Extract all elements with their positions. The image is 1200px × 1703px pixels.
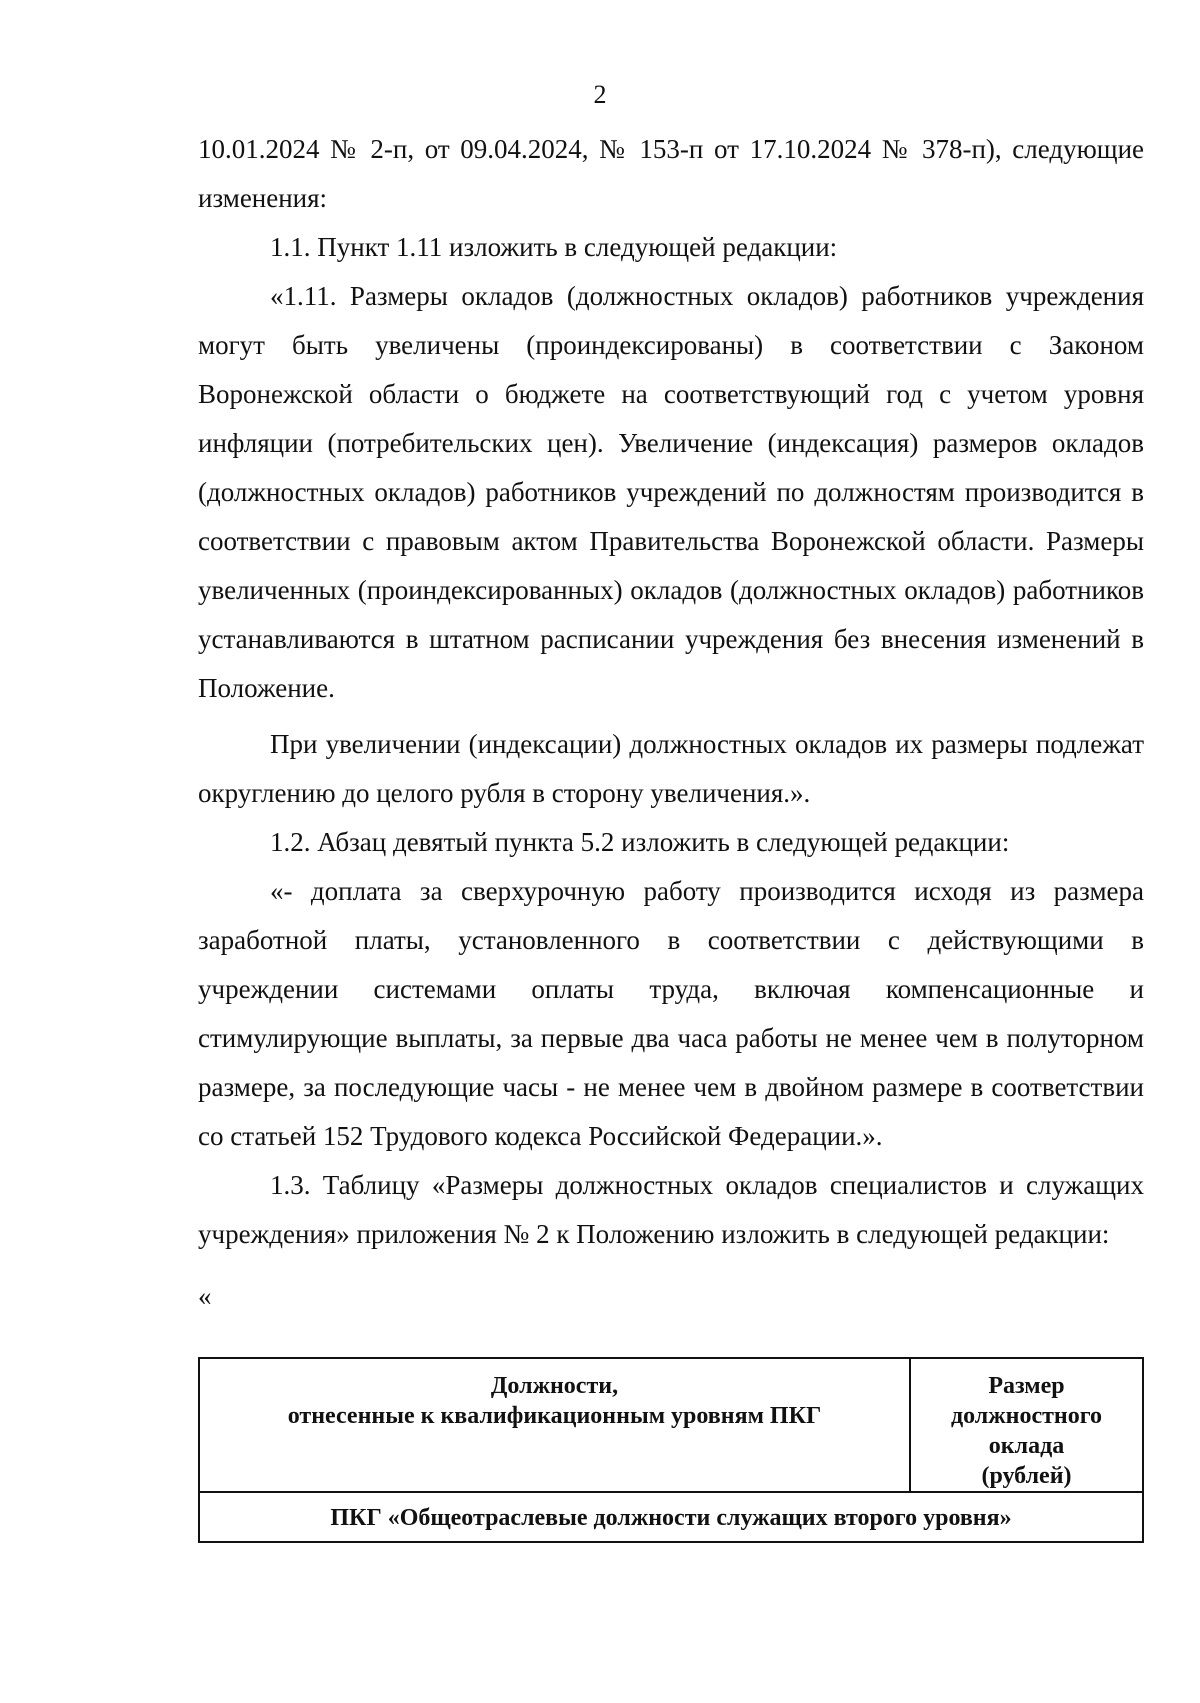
paragraph-item-1-11-text: «1.11. Размеры окладов (должностных окладов) работников учреждения могут быть увеличены (проиндексированы) в соответствии с Законом Воронежской области о бюджете на соответствующий год с учетом уровня инфляции (потребительских цен). Увеличение (индексация) размеров окладов (должностных окладов) работников учреждений по должностям производится в соответствии с правовым актом Правительства Воронежской области. Размеры увеличенных (проиндексированных) окладов (должностных окладов) работников устанавливаются в штатном расписании учреждения без внесения изменений в Положение. xyxy=(198,281,1144,703)
paragraph-rounding: При увеличении (индексации) должностных окладов их размеры подлежат округлению до целого рубля в сторону увеличения.». xyxy=(198,729,1144,808)
header-salary-line-4: (рублей) xyxy=(981,1463,1072,1489)
header-positions-line-2: отнесенные к квалификационным уровням ПКГ xyxy=(287,1403,822,1429)
paragraph-item-1-1: 1.1. Пункт 1.11 изложить в следующей редакции: xyxy=(270,232,838,262)
header-positions-line-1: Должности, xyxy=(490,1373,619,1399)
header-salary-line-1: Размер xyxy=(988,1373,1065,1399)
header-salary xyxy=(910,1358,1143,1492)
document-body xyxy=(198,125,1144,1318)
paragraph-intro: 10.01.2024 № 2-п, от 09.04.2024, № 153-п от 17.10.2024 № 378-п), следующие изменения: xyxy=(198,134,1144,213)
paragraph-overtime-text: «- доплата за сверхурочную работу производится исходя из размера заработной платы, установленного в соответствии с действующими в учреждении системами оплаты труда, включая компенсационные и стимулирующие выплаты, за первые два часа работы не менее чем в полуторном размере, за последующие часы - не менее чем в двойном размере в соответствии со статьей 152 Трудового кодекса Российской Федерации.». xyxy=(198,876,1144,1151)
opening-quote-mark: « xyxy=(198,1281,212,1311)
header-positions xyxy=(199,1358,910,1492)
header-salary-line-3: оклада xyxy=(988,1433,1065,1459)
paragraph-item-1-3: 1.3. Таблицу «Размеры должностных окладов специалистов и служащих учреждения» приложения № 2 к Положению изложить в следующей редакции: xyxy=(198,1170,1144,1249)
paragraph-item-1-2: 1.2. Абзац девятый пункта 5.2 изложить в следующей редакции: xyxy=(270,827,1010,857)
salary-table xyxy=(198,1357,1144,1543)
table-header-row xyxy=(199,1358,1143,1492)
table-group-row xyxy=(199,1492,1143,1542)
header-salary-line-2: должностного xyxy=(950,1403,1103,1429)
page-number: 2 xyxy=(593,80,607,109)
pkg-group-title: ПКГ «Общеотраслевые должности служащих второго уровня» xyxy=(199,1492,1143,1542)
